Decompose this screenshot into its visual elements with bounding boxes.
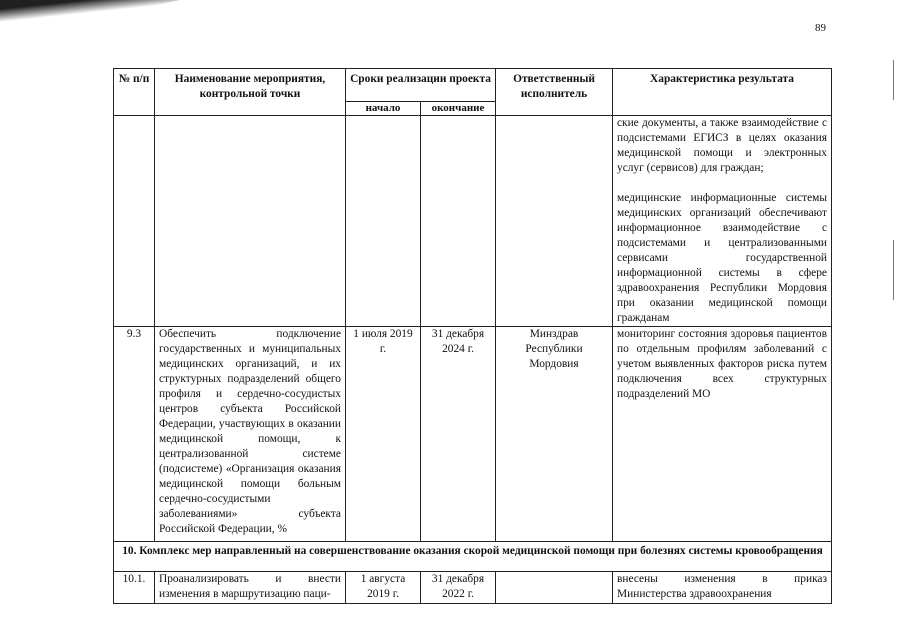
row-result [613,327,832,542]
row-end: 31 декабря 2024 г. [421,327,496,542]
table-row [114,572,832,604]
row-start: 1 июля 2019 г. [346,327,421,542]
header-num: № п/п [114,69,155,116]
result-paragraph: мониторинг состояния здоровья пациентов по отдельным профилям заболеваний с учетом выявленных факторов риска путем подключения всех структурных подразделений МО [617,328,827,400]
row-responsible: Минздрав Республики Мордовия [496,327,613,542]
table-row [114,327,832,542]
row-responsible [496,116,613,327]
header-responsible: Ответственный исполнитель [496,69,613,116]
row-end: 31 декабря 2022 г. [421,572,496,604]
result-paragraph: внесены изменения в приказ Министерства здравоохранения [617,573,827,600]
row-end [421,116,496,327]
row-responsible [496,572,613,604]
header-start: начало [346,102,421,116]
scan-edge-mark [893,240,894,300]
header-terms: Сроки реализации проекта [346,69,496,102]
section-row [114,542,832,572]
row-name: Обеспечить подключение государственных и муниципальных медицинских организаций, и их структурных подразделений общего профиля и сердечно-сосудистых центров субъекта Российской Федерации, участвующих в оказании медицинской помощи, к централизованной системе (подсистеме) «Организация оказания медицинской помощи больным сердечно-сосудистыми заболеваниями» субъекта Российской Федерации, % [155,327,346,542]
header-name: Наименование мероприятия, контрольной точки [155,69,346,116]
page-number: 89 [815,22,826,34]
row-num [114,116,155,327]
row-num: 9.3 [114,327,155,542]
plan-table [113,68,832,604]
row-result [613,116,832,327]
scan-shadow [0,0,180,40]
row-result [613,572,832,604]
row-start: 1 августа 2019 г. [346,572,421,604]
row-name: Проанализировать и внести изменения в маршрутизацию паци- [155,572,346,604]
row-start [346,116,421,327]
scan-edge-mark [893,60,894,100]
result-paragraph: ские документы, а также взаимодействие с подсистемами ЕГИСЗ в целях оказания медицинской помощи и электронных услуг (сервисов) для граждан; [617,117,827,174]
header-result: Характеристика результата [613,69,832,116]
result-paragraph: медицинские информационные системы медицинских организаций обеспечивают информационное взаимодействие с подсистемами и централизованными сервисами государственной информационной системы в сфере здравоохранения Республики Мордовия при оказании медицинской помощи гражданам [617,192,827,324]
header-end: окончание [421,102,496,116]
row-num: 10.1. [114,572,155,604]
table-row [114,116,832,327]
row-name [155,116,346,327]
section-title: 10. Комплекс мер направленный на совершенствование оказания скорой медицинской помощи при болезнях системы кровообращения [114,542,832,572]
